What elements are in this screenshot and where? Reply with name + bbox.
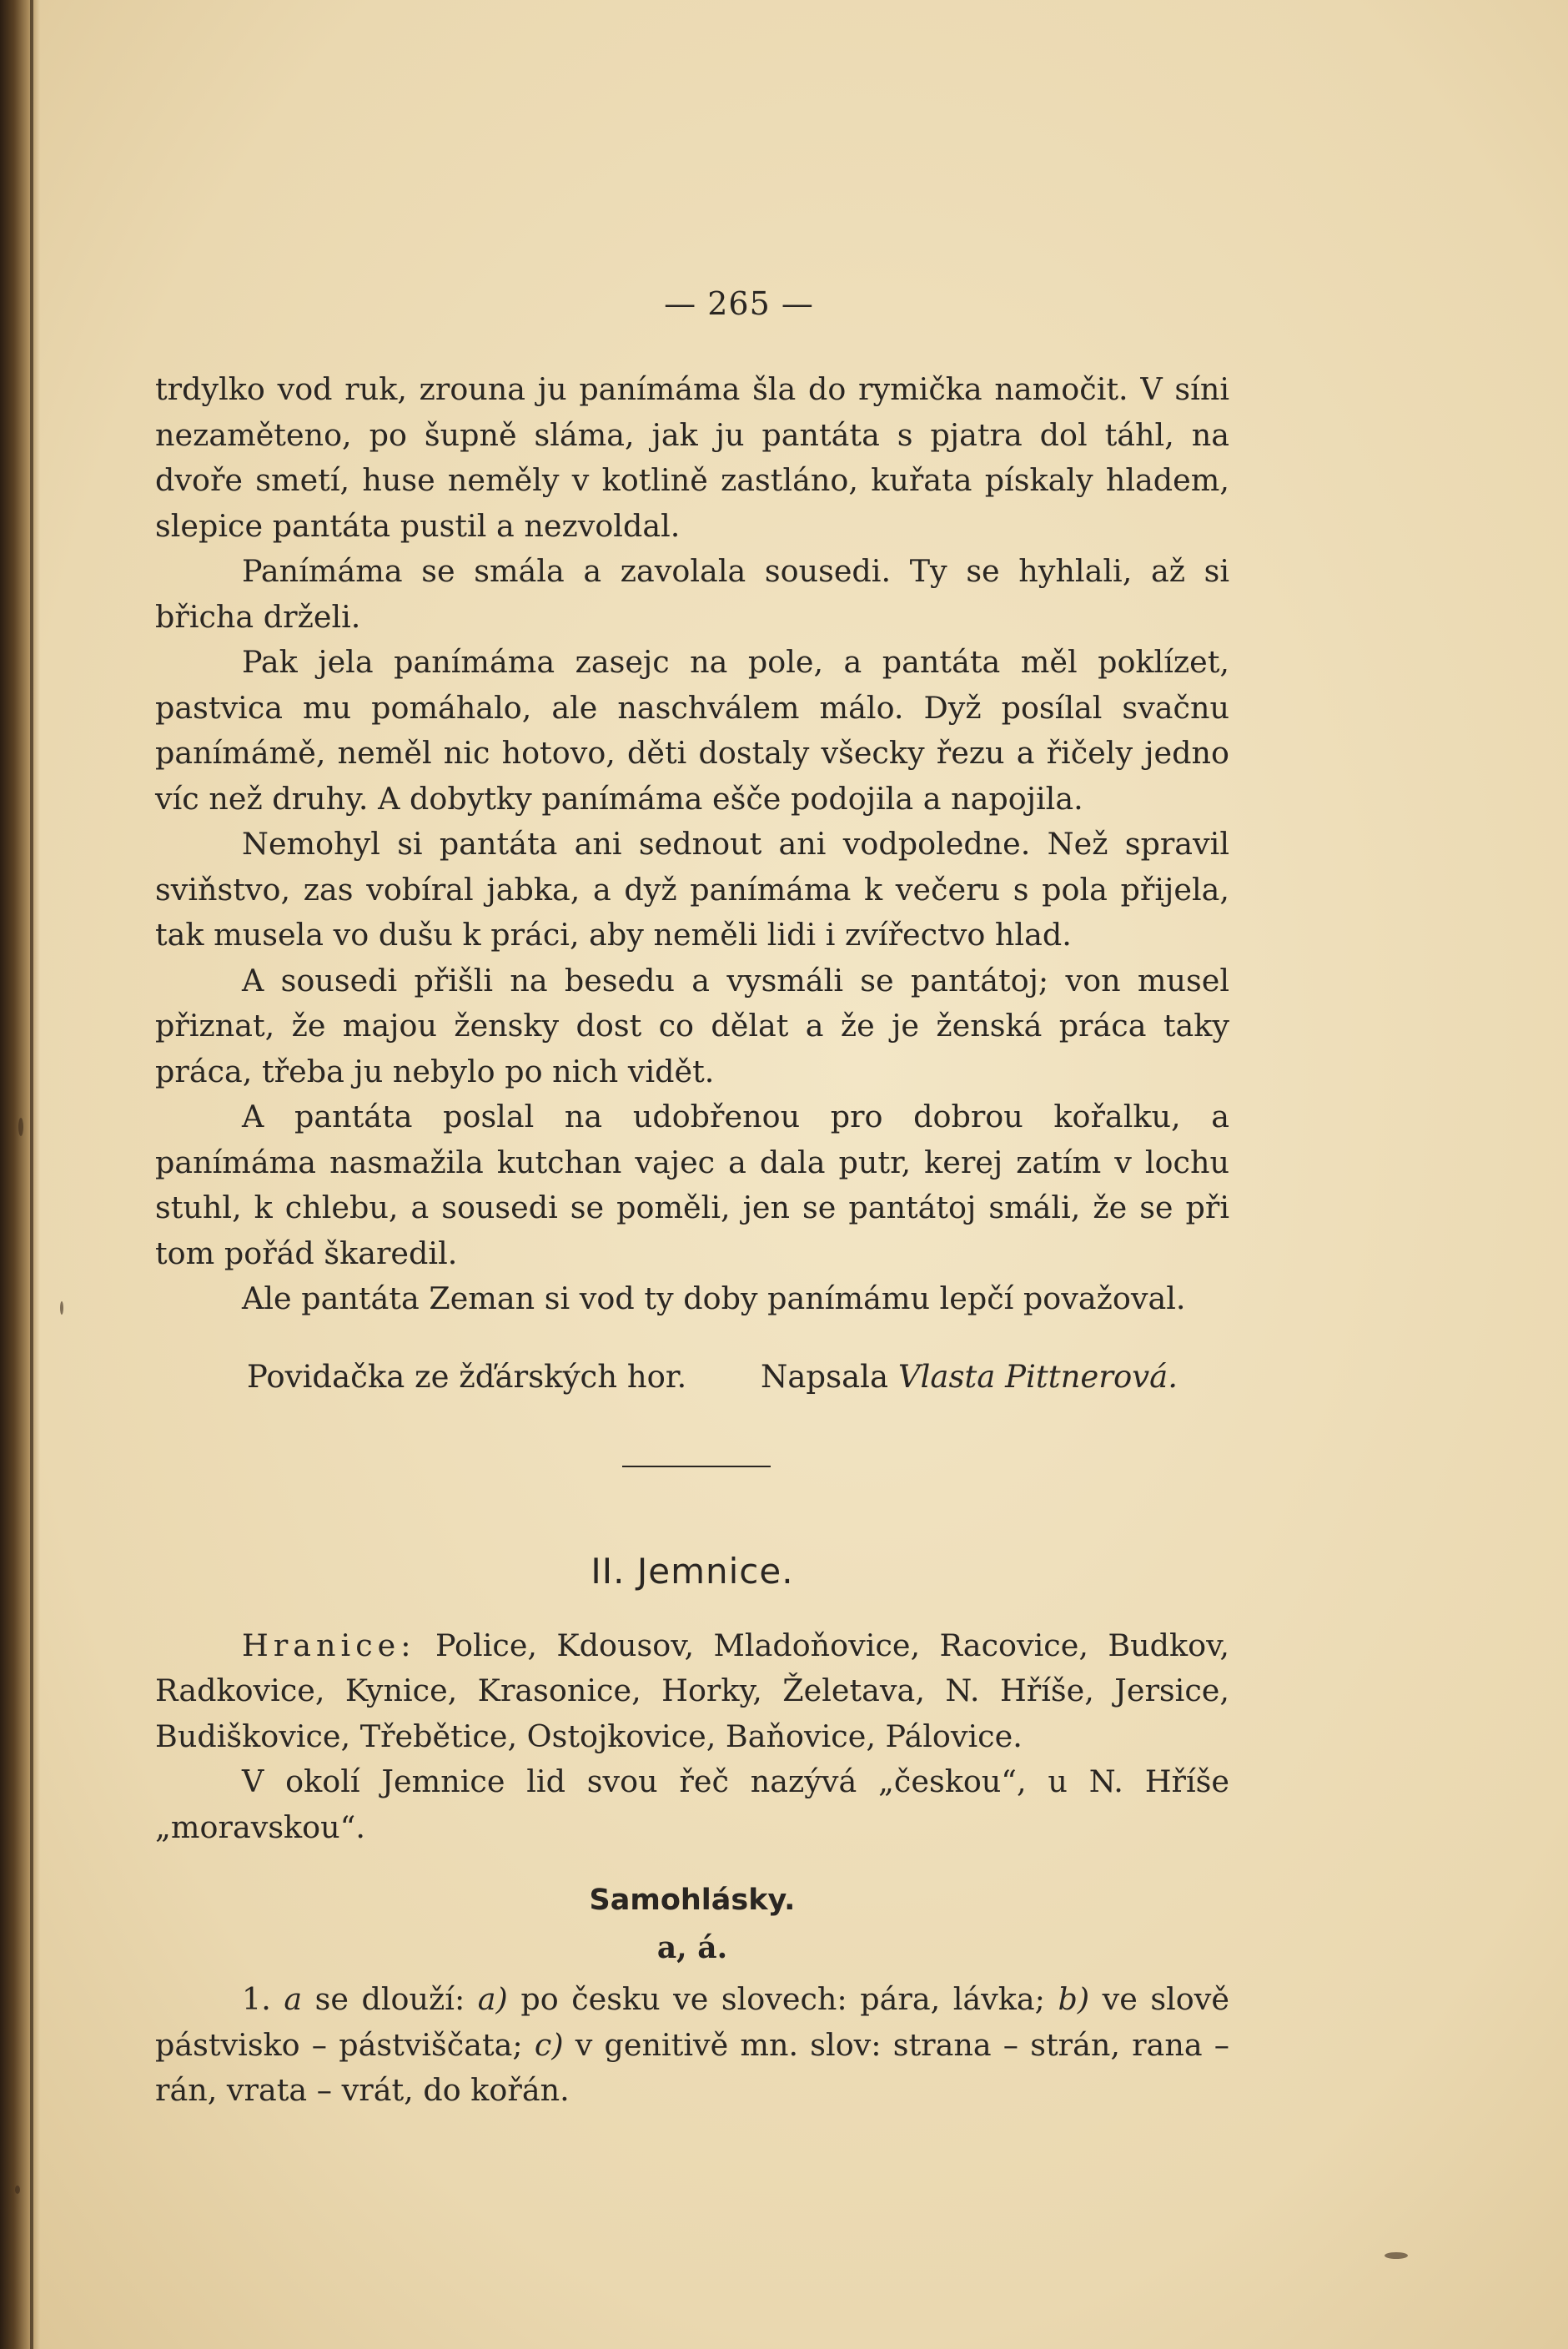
page-text	[155, 250, 1229, 2114]
paragraph-3: Pak jela panímáma zasejc na pole, a pantáta měl poklízet, pastvica mu pomáhalo, ale naschválem málo. Dyž posílal svačnu panímámě, neměl nic hotovo, děti dostaly všecky řezu a řičely jedno víc než druhy. A dobytky panímáma ešče podojila a napojila.	[155, 644, 1229, 817]
author-name: Vlasta Pittnerová.	[897, 1358, 1178, 1395]
story-author	[761, 1359, 1178, 1395]
paper-speck	[18, 1118, 23, 1136]
subheading: a, á.	[656, 1930, 728, 1965]
paragraph-5: A sousedi přišli na besedu a vysmáli se pantátoj; von musel přiznat, že majou žensky dost co dělat a že je ženská práca taky práca, třeba ju nebylo po nich vidět.	[155, 962, 1229, 1089]
item-number: 1.	[242, 1981, 271, 2017]
speech-note: V okolí Jemnice lid svou řeč nazývá „českou“, u N. Hříše „moravskou“.	[155, 1763, 1229, 1845]
paragraph-1: trdylko vod ruk, zrouna ju panímáma šla do rymička namočit. V síni nezaměteno, po šupně sláma, jak ju pantáta s pjatra dol táhl, na dvoře smetí, huse neměly v kotlině zastláno, kuřata pískaly hladem, slepice pantáta pustil a nezvoldal.	[155, 371, 1229, 544]
paragraph-4: Nemohyl si pantáta ani sednout ani vodpoledne. Než spravil sviňstvo, zas vobíral jabka, a dyž panímáma k večeru s pola přijela, tak musela vo dušu k práci, aby neměli lidi i zvířectvo hlad.	[155, 826, 1229, 953]
borders-label: Hranice:	[242, 1627, 416, 1663]
borders-paragraph	[155, 1623, 1229, 1760]
page-number: — 265 —	[664, 285, 814, 322]
item-marker-a: a)	[477, 1981, 508, 2017]
book-spine-shadow	[0, 0, 40, 2349]
binding-edge	[30, 0, 33, 2349]
section-divider	[622, 1466, 771, 1467]
paper-speck	[15, 2186, 20, 2194]
paper-speck	[60, 1301, 63, 1315]
paragraph-2: Panímáma se smála a zavolala sousedi. Ty se hyhlali, až si břicha drželi.	[155, 553, 1229, 635]
item-letter: a	[284, 1981, 303, 2017]
signature-line	[155, 1344, 1229, 1409]
rule-item-1	[155, 1977, 1229, 2114]
author-prefix: Napsala	[761, 1358, 889, 1395]
borders-text: Police, Kdousov, Mladoňovice, Racovice, Budkov, Radkovice, Kynice, Krasonice, Horky, Želetava, N. Hříše, Jersice, Budiškovice, Třebětice, Ostojkovice, Baňovice, Pálovice.	[155, 1627, 1229, 1754]
item-text-3: ve slově pástvisko – pástviščata;	[155, 1981, 1229, 2063]
paper-speck	[1385, 2252, 1408, 2259]
chapter-name: Jemnice.	[636, 1550, 794, 1592]
paragraph-7: Ale pantáta Zeman si vod ty doby panímámu lepčí považoval.	[242, 1280, 1186, 1316]
item-text-1: se dlouží:	[314, 1981, 465, 2017]
story-source: Povidačka ze žďárských hor.	[247, 1358, 687, 1395]
chapter-number: II.	[591, 1550, 626, 1592]
item-marker-b: b)	[1058, 1981, 1090, 2017]
item-text-2: po česku ve slovech: pára, lávka;	[520, 1981, 1045, 2017]
section-heading: Samohlásky.	[589, 1884, 796, 1917]
item-marker-c: c)	[534, 2026, 564, 2063]
paragraph-6: A pantáta poslal na udobřenou pro dobrou kořalku, a panímáma nasmažila kutchan vajec a dala putr, kerej zatím v lochu stuhl, k chlebu, a sousedi se poměli, jen se pantátoj smáli, že se při tom pořád škaredil.	[155, 1099, 1229, 1271]
chapter-title	[155, 1551, 1229, 1592]
item-text-4: v genitivě mn. slov: strana – strán, rana – rán, vrata – vrát, do kořán.	[155, 2026, 1229, 2108]
